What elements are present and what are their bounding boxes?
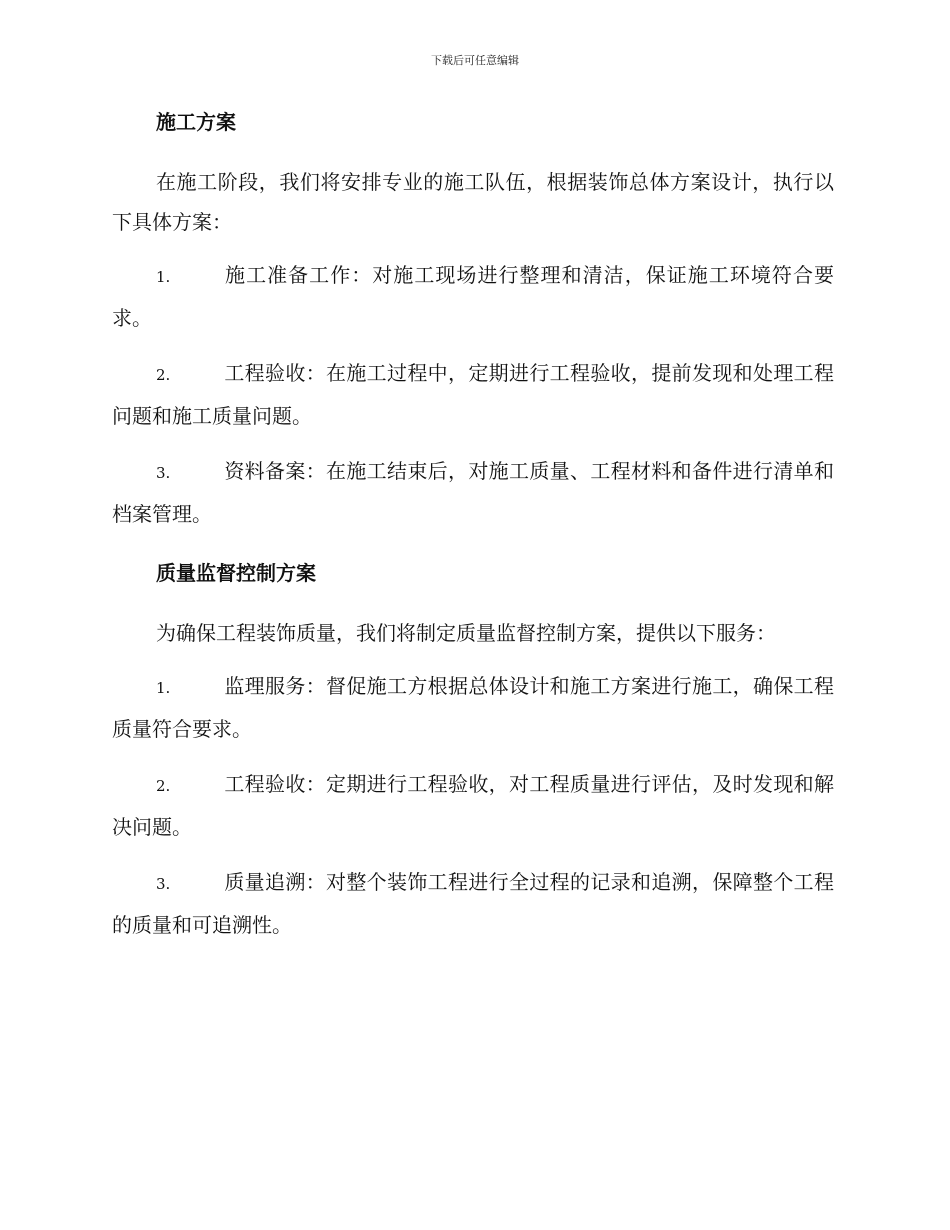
list-item-number: 2. [156, 777, 171, 795]
list-item [112, 255, 834, 339]
section-quality-control [112, 559, 834, 946]
list-item [112, 666, 834, 750]
document-body [112, 108, 834, 946]
list-item-number: 1. [156, 268, 171, 286]
page-header: 下载后可任意编辑 [431, 54, 519, 67]
list-item-number: 1. [156, 679, 171, 697]
list-item [112, 353, 834, 437]
list-item [112, 862, 834, 946]
list-item-text: 资料备案：在施工结束后，对施工质量、工程材料和备件进行清单和档案管理。 [112, 459, 834, 526]
list-item [112, 451, 834, 535]
list-item [112, 764, 834, 848]
list-item-text: 施工准备工作：对施工现场进行整理和清洁，保证施工环境符合要求。 [112, 263, 834, 330]
list-item-number: 2. [156, 366, 171, 384]
section-intro: 在施工阶段，我们将安排专业的施工队伍，根据装饰总体方案设计，执行以下具体方案： [112, 170, 834, 234]
list-item-text: 质量追溯：对整个装饰工程进行全过程的记录和追溯，保障整个工程的质量和可追溯性。 [112, 870, 834, 937]
section-title: 施工方案 [156, 110, 236, 134]
list-item-text: 工程验收：在施工过程中，定期进行工程验收，提前发现和处理工程问题和施工质量问题。 [112, 361, 834, 428]
section-title: 质量监督控制方案 [156, 561, 316, 585]
section-intro: 为确保工程装饰质量，我们将制定质量监督控制方案，提供以下服务： [156, 621, 776, 645]
list-item-text: 工程验收：定期进行工程验收，对工程质量进行评估，及时发现和解决问题。 [112, 772, 834, 839]
section-construction-plan [112, 108, 834, 535]
list-item-number: 3. [156, 464, 171, 482]
list-item-number: 3. [156, 875, 171, 893]
list-item-text: 监理服务：督促施工方根据总体设计和施工方案进行施工，确保工程质量符合要求。 [112, 674, 834, 741]
